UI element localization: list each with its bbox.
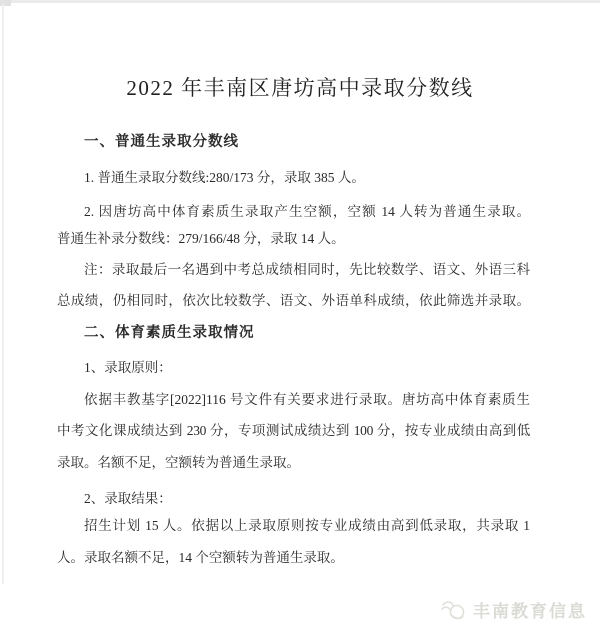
section2-principle-line2: 中考文化课成绩达到 230 分，专项测试成绩达到 100 分，按专业成绩由高到低 bbox=[57, 423, 530, 438]
section1-heading: 一、普通生录取分数线 bbox=[84, 134, 239, 150]
section1-item2-line2: 普通生补录分数线：279/166/48 分，录取 14 人。 bbox=[57, 231, 345, 246]
fengnan-education-logo-icon bbox=[440, 599, 468, 621]
section1-item2-line1: 2. 因唐坊高中体育素质生录取产生空额，空额 14 人转为普通生录取。 bbox=[84, 204, 530, 219]
section2-result-line2: 人。录取名额不足，14 个空额转为普通生录取。 bbox=[57, 550, 344, 565]
section2-result-label: 2、录取结果： bbox=[84, 491, 172, 506]
watermark-label: 丰南教育信息 bbox=[473, 602, 587, 621]
section1-item1: 1. 普通生录取分数线:280/173 分，录取 385 人。 bbox=[84, 170, 365, 185]
section1-note-line1: 注：录取最后一名遇到中考总成绩相同时，先比较数学、语文、外语三科 bbox=[84, 262, 530, 277]
section2-result-line1: 招生计划 15 人。依据以上录取原则按专业成绩由高到低录取，共录取 1 bbox=[84, 518, 530, 533]
page-title: 2022 年丰南区唐坊高中录取分数线 bbox=[126, 76, 474, 100]
section2-principle-line3: 录取。名额不足，空额转为普通生录取。 bbox=[57, 455, 300, 470]
scan-edge-top bbox=[0, 0, 600, 3]
section2-heading: 二、体育素质生录取情况 bbox=[84, 325, 255, 341]
watermark bbox=[440, 597, 587, 622]
section1-note-line2: 总成绩，仍相同时，依次比较数学、语文、外语单科成绩，依此筛选并录取。 bbox=[57, 293, 530, 308]
section2-principle-label: 1、录取原则： bbox=[84, 360, 172, 375]
section2-principle-line1: 依据丰教基字[2022]116 号文件有关要求进行录取。唐坊高中体育素质生 bbox=[84, 392, 530, 407]
